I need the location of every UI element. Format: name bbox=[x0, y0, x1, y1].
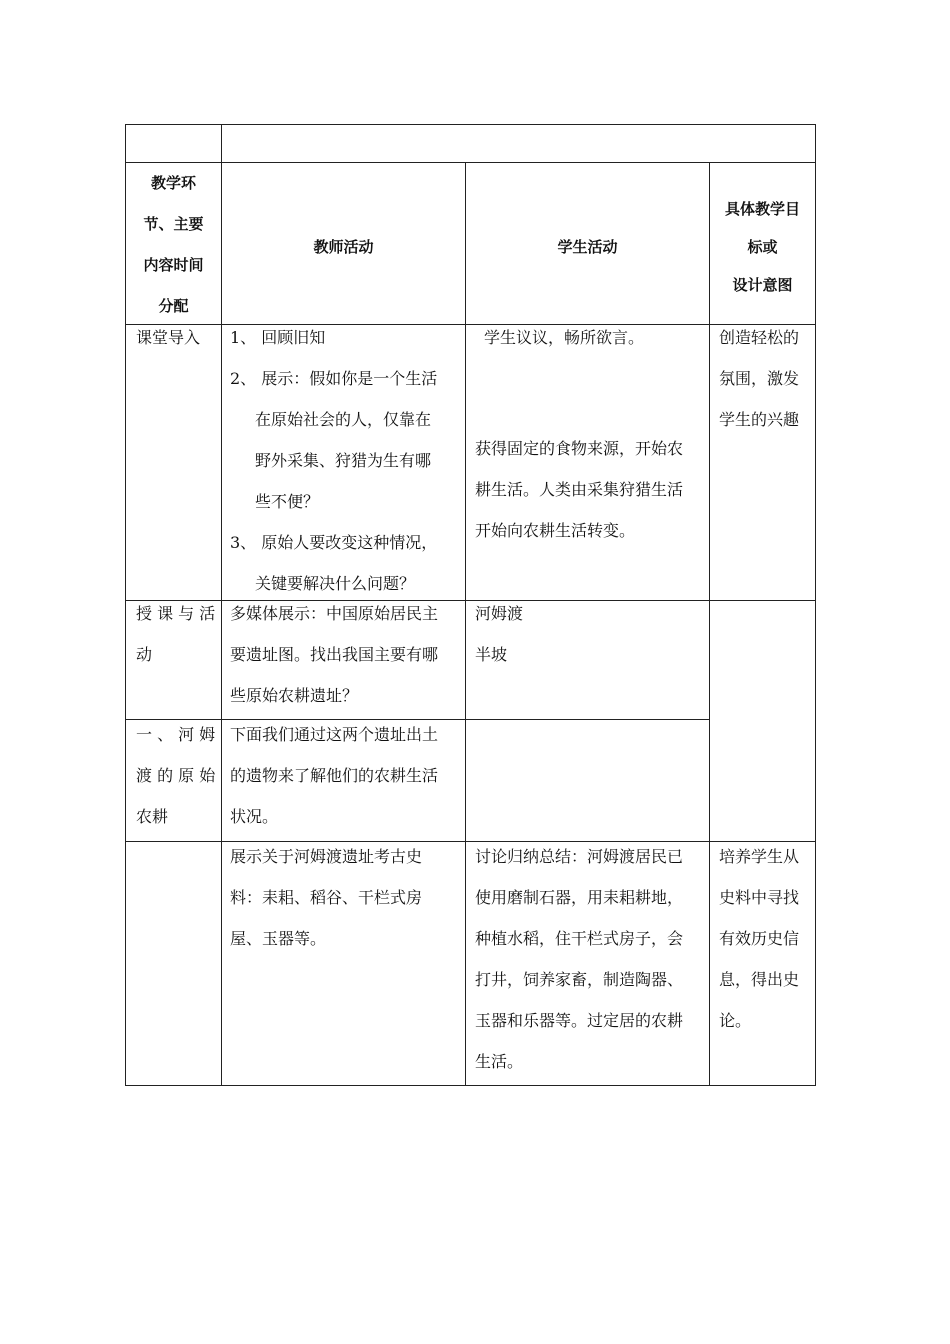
text-line: 些原始农耕遗址？ bbox=[230, 686, 359, 705]
text-line: 玉器和乐器等。过定居的农耕 bbox=[475, 1011, 684, 1030]
text-line: 农耕 bbox=[136, 807, 169, 826]
text-line: 在原始社会的人，仅靠在 bbox=[255, 410, 432, 429]
header-section-time bbox=[126, 163, 221, 327]
text-line: 种植水稻，住干栏式房子，会 bbox=[475, 929, 684, 948]
text-line: 动 bbox=[136, 645, 153, 664]
header-line: 具体教学目 bbox=[724, 200, 800, 218]
header-line: 设计意图 bbox=[732, 276, 793, 294]
text-line: 获得固定的食物来源，开始农 bbox=[475, 439, 684, 458]
text-line: 耕生活。人类由采集狩猎生活 bbox=[475, 480, 684, 499]
text-line: 渡 的 原 始 bbox=[136, 766, 216, 785]
text-line: 氛围，激发 bbox=[719, 369, 800, 388]
row1-goal bbox=[719, 317, 811, 440]
text-line: 的遗物来了解他们的农耕生活 bbox=[230, 766, 439, 785]
row4-goal bbox=[719, 836, 811, 1041]
header-line: 内容时间 bbox=[143, 256, 204, 274]
text-line: 2、 展示：假如你是一个生活 bbox=[230, 369, 438, 388]
text-line: 打井，饲养家畜，制造陶器、 bbox=[475, 970, 684, 989]
header-line: 标或 bbox=[747, 238, 778, 256]
row2-student bbox=[475, 593, 523, 675]
row3-section bbox=[136, 714, 214, 837]
text-line: 论。 bbox=[719, 1011, 752, 1030]
header-student-activity: 学生活动 bbox=[557, 238, 618, 256]
row2-section bbox=[136, 593, 214, 675]
header-line: 节、主要 bbox=[143, 215, 204, 233]
row1-teacher bbox=[230, 317, 460, 604]
text-line: 料：耒耜、稻谷、干栏式房 bbox=[230, 888, 423, 907]
text-line: 创造轻松的 bbox=[719, 328, 800, 347]
header-line: 教学环 bbox=[150, 174, 196, 192]
text-line: 关键要解决什么问题？ bbox=[255, 574, 416, 593]
text-line: 授 课 与 活 bbox=[136, 604, 216, 623]
text-line: 息，得出史 bbox=[719, 970, 800, 989]
text-line: 多媒体展示：中国原始居民主 bbox=[230, 604, 439, 623]
row1-section: 课堂导入 bbox=[136, 328, 201, 347]
text-line: 使用磨制石器，用耒耜耕地， bbox=[475, 888, 684, 907]
text-line: 展示关于河姆渡遗址考古史 bbox=[230, 847, 423, 866]
row1-student-a: 学生议议，畅所欲言。 bbox=[484, 328, 645, 347]
text-line: 半坡 bbox=[475, 645, 508, 664]
text-line: 有效历史信 bbox=[719, 929, 800, 948]
text-line: 野外采集、狩猎为生有哪 bbox=[255, 451, 432, 470]
text-line: 3、 原始人要改变这种情况， bbox=[230, 533, 438, 552]
text-line: 培养学生从 bbox=[719, 847, 800, 866]
text-line: 状况。 bbox=[230, 807, 279, 826]
row2-teacher bbox=[230, 593, 462, 716]
row4-teacher bbox=[230, 836, 462, 959]
text-line: 1、 回顾旧知 bbox=[230, 328, 326, 347]
text-line: 要遗址图。找出我国主要有哪 bbox=[230, 645, 439, 664]
text-line: 生活。 bbox=[475, 1052, 524, 1071]
text-line: 一 、 河 姆 bbox=[136, 725, 216, 744]
row1-student-b bbox=[475, 428, 707, 551]
text-line: 些不便？ bbox=[255, 492, 320, 511]
text-line: 史料中寻找 bbox=[719, 888, 800, 907]
row4-student bbox=[475, 836, 707, 1082]
header-teaching-goal bbox=[710, 190, 815, 304]
text-line: 开始向农耕生活转变。 bbox=[475, 521, 636, 540]
text-line: 学生的兴趣 bbox=[719, 410, 800, 429]
text-line: 河姆渡 bbox=[475, 604, 524, 623]
row3-teacher bbox=[230, 714, 462, 837]
text-line: 讨论归纳总结：河姆渡居民已 bbox=[475, 847, 684, 866]
header-teacher-activity: 教师活动 bbox=[313, 238, 374, 256]
text-line: 屋、玉器等。 bbox=[230, 929, 327, 948]
header-line: 分配 bbox=[158, 297, 189, 315]
text-line: 下面我们通过这两个遗址出土 bbox=[230, 725, 439, 744]
